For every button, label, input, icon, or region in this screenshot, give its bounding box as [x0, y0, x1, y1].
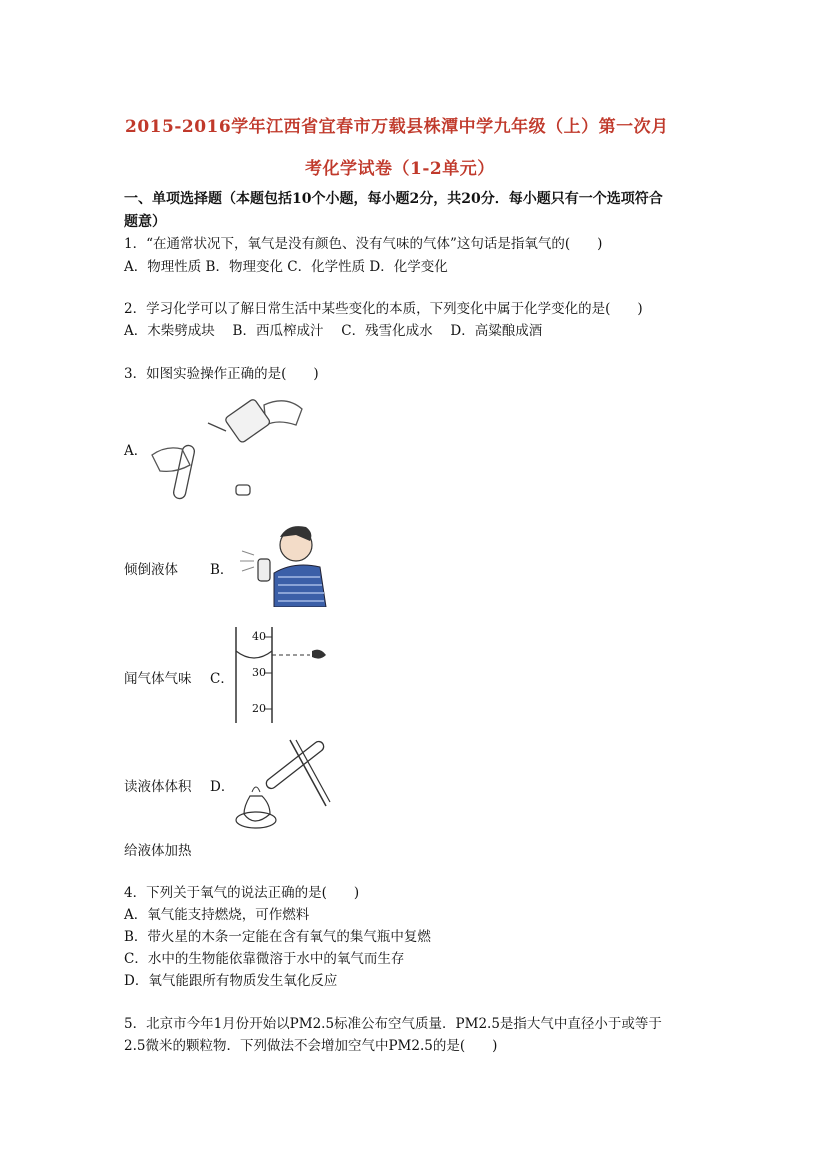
q2-options: A．木柴劈成块 B．西瓜榨成汁 C．残雪化成水 D．高粱酿成酒	[124, 323, 543, 339]
graduated-cylinder-illustration	[232, 625, 332, 725]
title-line-2: 考化学试卷（1-2单元）	[305, 159, 495, 179]
q3-option-b-label: B．	[210, 562, 234, 578]
q3-option-c-label: C．	[210, 671, 234, 687]
heating-test-tube-illustration	[230, 736, 334, 832]
tick-label-40: 40	[252, 630, 266, 643]
smelling-gas-illustration	[234, 515, 334, 607]
q5-stem-line-2: 2.5微米的颗粒物．下列做法不会增加空气中PM2.5的是( )	[124, 1038, 498, 1054]
title-line-1: 2015-2016学年江西省宜春市万载县株潭中学九年级（上）第一次月	[125, 117, 669, 137]
q4-option-c: C．水中的生物能依靠微溶于水中的氧气而生存	[124, 951, 405, 967]
q5-stem-line-1: 5．北京市今年1月份开始以PM2.5标准公布空气质量．PM2.5是指大气中直径小于或等于	[124, 1016, 662, 1032]
q2-stem: 2．学习化学可以了解日常生活中某些变化的本质，下列变化中属于化学变化的是( )	[124, 301, 643, 317]
q3-stem: 3．如图实验操作正确的是( )	[124, 366, 319, 382]
q4-option-a: A．氧气能支持燃烧，可作燃料	[124, 907, 310, 923]
tick-label-20: 20	[252, 702, 266, 715]
q3-option-a-label: A．	[124, 443, 148, 459]
q4-option-b: B．带火星的木条一定能在含有氧气的集气瓶中复燃	[124, 929, 431, 945]
q3-option-c-caption: 读液体体积	[124, 779, 192, 795]
section-heading-line-2: 题意）	[124, 214, 166, 230]
q1-options: A．物理性质 B．物理变化 C．化学性质 D．化学变化	[124, 259, 448, 275]
q1-stem: 1．“在通常状况下，氧气是没有颜色、没有气味的气体”这句话是指氧气的( )	[124, 236, 603, 252]
tick-label-30: 30	[252, 666, 266, 679]
q4-stem: 4．下列关于氧气的说法正确的是( )	[124, 885, 360, 901]
q3-option-a-caption: 倾倒液体	[124, 562, 178, 578]
section-heading-line-1: 一、单项选择题（本题包括10个小题，每小题2分，共20分．每小题只有一个选项符合	[124, 191, 663, 207]
q4-option-d: D．氧气能跟所有物质发生氧化反应	[124, 973, 338, 989]
q3-option-d-label: D．	[210, 779, 235, 795]
q3-option-b-caption: 闻气体气味	[124, 671, 192, 687]
pouring-liquid-illustration	[146, 385, 306, 503]
q3-option-d-caption: 给液体加热	[124, 843, 192, 859]
